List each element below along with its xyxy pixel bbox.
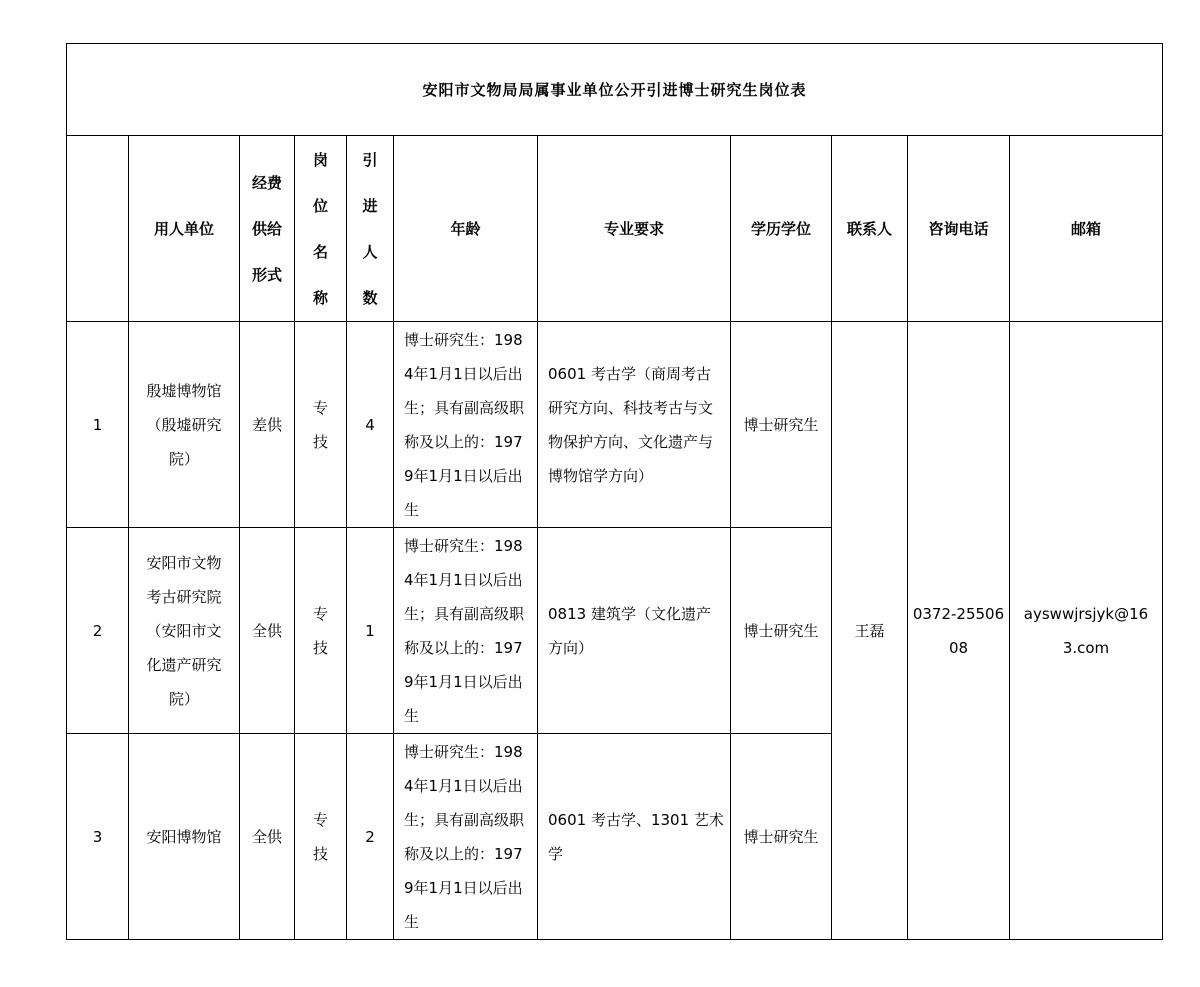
page-title: 安阳市文物局局属事业单位公开引进博士研究生岗位表 <box>67 44 1163 136</box>
header-unit <box>129 136 240 322</box>
row-position <box>295 322 347 528</box>
row-unit-text: 安阳博物馆 <box>146 827 222 846</box>
header-count-label: 引进人数 <box>362 150 378 307</box>
row-age: 博士研究生：1984年1月1日以后出生；具有副高级职称及以上的：1979年1月1日以后出生 <box>394 322 538 528</box>
header-count <box>347 136 394 322</box>
row-unit-text: 安阳市文物考古研究院（安阳市文化遗产研究院） <box>146 553 222 708</box>
header-index <box>67 136 129 322</box>
row-position-text: 专技 <box>312 810 328 863</box>
row-index: 1 <box>67 322 129 528</box>
header-major <box>538 136 731 322</box>
row-index: 2 <box>67 528 129 734</box>
title-row <box>67 44 1163 136</box>
row-major: 0601 考古学、1301 艺术学 <box>538 734 731 940</box>
positions-table <box>66 43 1163 940</box>
phone-value: 0372-2550608 <box>912 604 1005 657</box>
row-index: 3 <box>67 734 129 940</box>
row-unit-text: 殷墟博物馆（殷墟研究院） <box>146 381 222 468</box>
row-degree: 博士研究生 <box>731 528 832 734</box>
row-funding: 全供 <box>240 734 295 940</box>
phone-cell <box>908 322 1010 940</box>
header-degree <box>731 136 832 322</box>
row-funding: 全供 <box>240 528 295 734</box>
row-funding: 差供 <box>240 322 295 528</box>
email-value: ayswwjrsjyk@163.com <box>1023 604 1149 657</box>
row-unit <box>129 528 240 734</box>
header-age-label: 年龄 <box>450 219 481 238</box>
row-major: 0601 考古学（商周考古研究方向、科技考古与文物保护方向、文化遗产与博物馆学方向） <box>538 322 731 528</box>
header-unit-label: 用人单位 <box>153 219 214 238</box>
row-count: 1 <box>347 528 394 734</box>
row-position <box>295 734 347 940</box>
header-funding <box>240 136 295 322</box>
row-position-text: 专技 <box>312 604 328 657</box>
row-unit <box>129 734 240 940</box>
row-age: 博士研究生：1984年1月1日以后出生；具有副高级职称及以上的：1979年1月1日以后出生 <box>394 734 538 940</box>
row-unit <box>129 322 240 528</box>
row-degree: 博士研究生 <box>731 322 832 528</box>
row-degree: 博士研究生 <box>731 734 832 940</box>
header-email <box>1010 136 1163 322</box>
header-funding-label: 经费供给形式 <box>251 173 282 284</box>
header-row <box>67 136 1163 322</box>
header-position <box>295 136 347 322</box>
header-phone-label: 咨询电话 <box>928 219 989 238</box>
contact-cell: 王磊 <box>832 322 908 940</box>
row-age: 博士研究生：1984年1月1日以后出生；具有副高级职称及以上的：1979年1月1日以后出生 <box>394 528 538 734</box>
header-phone <box>908 136 1010 322</box>
row-count: 2 <box>347 734 394 940</box>
table-row <box>67 322 1163 528</box>
row-position-text: 专技 <box>312 398 328 451</box>
header-contact <box>832 136 908 322</box>
header-age <box>394 136 538 322</box>
header-contact-label: 联系人 <box>846 219 892 238</box>
header-major-label: 专业要求 <box>603 219 664 238</box>
row-count: 4 <box>347 322 394 528</box>
header-degree-label: 学历学位 <box>750 219 811 238</box>
row-major: 0813 建筑学（文化遗产方向） <box>538 528 731 734</box>
header-position-label: 岗位名称 <box>312 150 328 307</box>
email-cell <box>1010 322 1163 940</box>
header-email-label: 邮箱 <box>1071 219 1102 238</box>
row-position <box>295 528 347 734</box>
